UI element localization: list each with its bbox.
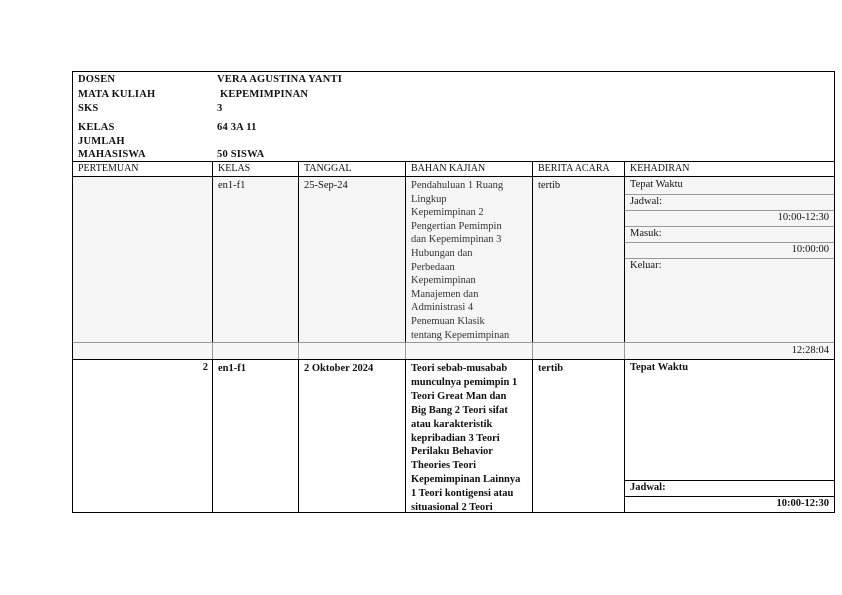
jadwal-value: 10:00-12:30 <box>777 212 829 223</box>
col-header-kehadiran: KEHADIRAN <box>630 163 690 174</box>
mahasiswa-label: MAHASISWA <box>78 149 146 160</box>
keluar-label: Keluar: <box>630 260 662 271</box>
jumlah-value: 50 SISWA <box>217 149 265 160</box>
cell-tanggal: 2 Oktober 2024 <box>304 363 374 374</box>
jadwal-value: 10:00-12:30 <box>776 498 829 509</box>
jadwal-label: Jadwal: <box>630 482 666 493</box>
col-header-berita-acara: BERITA ACARA <box>538 163 610 174</box>
dosen-label: DOSEN <box>78 74 116 85</box>
cell-bahan-kajian: Pendahuluan 1 Ruang Lingkup Kepemimpinan 2 Pengertian Pemimpin dan Kepemimpinan 3 Hubungan dan Perbedaan Kepemimpinan Manajemen dan Administrasi 4 Penemuan Klasik tentang Kepemimpinan <box>411 180 510 341</box>
cell-kelas: en1-f1 <box>218 363 246 374</box>
table-row-keluar <box>73 342 834 360</box>
keluar-value: 12:28:04 <box>791 345 829 356</box>
cell-pertemuan: 2 <box>202 362 208 373</box>
mata-kuliah-label: MATA KULIAH <box>78 89 156 100</box>
col-header-bahan-kajian: BAHAN KAJIAN <box>411 163 486 174</box>
masuk-label: Masuk: <box>630 228 662 239</box>
sks-value: 3 <box>217 103 223 114</box>
jadwal-label: Jadwal: <box>630 196 663 207</box>
kelas-value: 64 3A 11 <box>217 122 257 133</box>
kehadiran-status: Tepat Waktu <box>630 362 689 373</box>
table-row <box>73 360 834 512</box>
cell-kelas: en1-f1 <box>218 180 246 191</box>
cell-kehadiran <box>624 177 834 342</box>
cell-berita-acara: tertib <box>538 363 564 374</box>
masuk-value: 10:00:00 <box>791 244 829 255</box>
col-header-kelas: KELAS <box>218 163 251 174</box>
cell-kehadiran <box>624 360 834 512</box>
sks-label: SKS <box>78 103 99 114</box>
cell-tanggal: 25-Sep-24 <box>304 180 348 191</box>
col-header-pertemuan: PERTEMUAN <box>78 163 139 174</box>
kehadiran-status: Tepat Waktu <box>630 179 683 190</box>
attendance-table <box>72 161 835 513</box>
table-row <box>73 177 834 342</box>
kelas-label: KELAS <box>78 122 115 133</box>
course-info-header <box>72 71 835 161</box>
col-header-tanggal: TANGGAL <box>304 163 352 174</box>
jumlah-label: JUMLAH <box>78 136 125 147</box>
cell-bahan-kajian: Teori sebab-musabab munculnya pemimpin 1 Teori Great Man dan Big Bang 2 Teori sifat atau karakteristik kepribadian 3 Teori Perilaku Behavior Theories Teori Kepemimpinan Lainnya 1 Teori kontigensi atau situasional 2 Teori <box>411 363 521 514</box>
cell-pertemuan <box>73 177 212 342</box>
mata-kuliah-value: KEPEMIMPINAN <box>220 89 309 100</box>
dosen-value: VERA AGUSTINA YANTI <box>217 74 342 85</box>
cell-berita-acara: tertib <box>538 180 561 191</box>
table-header-row <box>73 162 834 177</box>
